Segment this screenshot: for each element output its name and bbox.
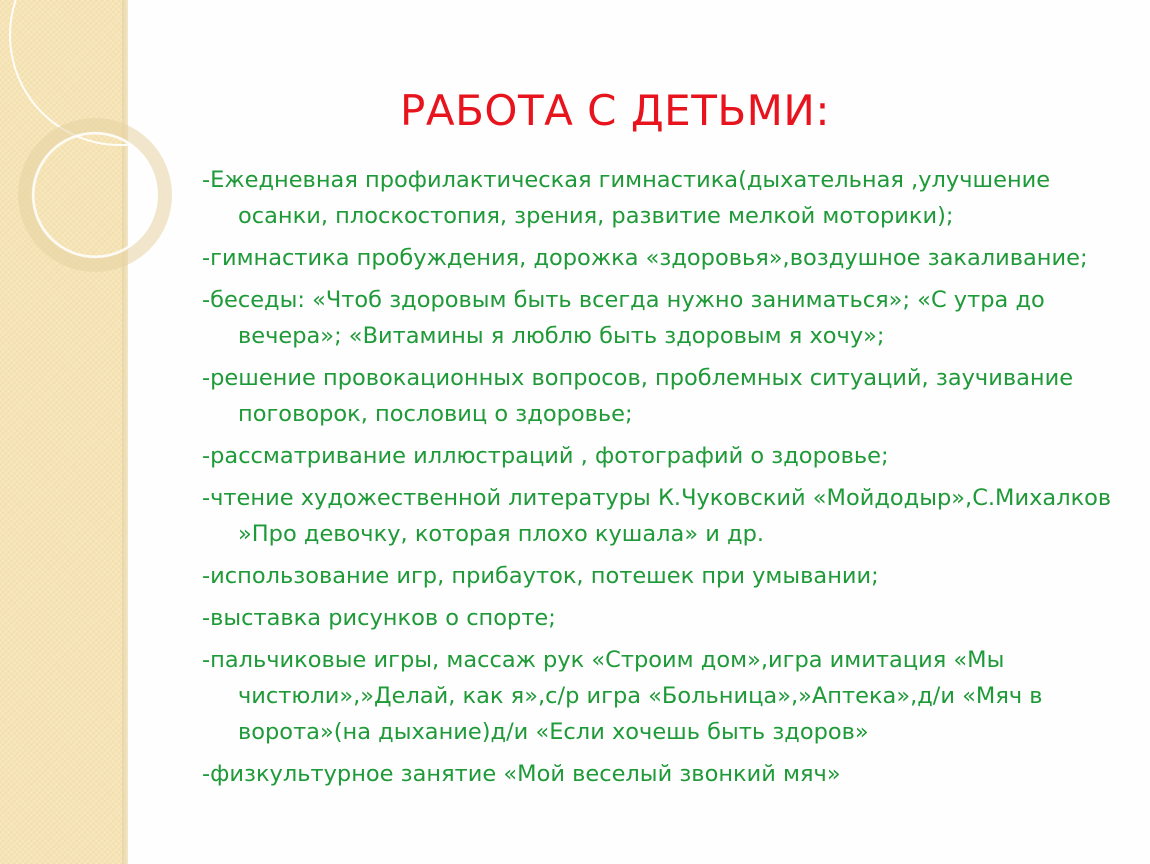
list-item: -беседы: «Чтоб здоровым быть всегда нужно заниматься»; «С утра до вечера»; «Витамины я люблю быть здоровым я хочу»; [202, 287, 1045, 349]
list-item: -использование игр, прибауток, потешек при умывании; [202, 563, 879, 589]
decorative-circles-icon [0, 0, 200, 320]
list-item: -гимнастика пробуждения, дорожка «здоровья»,воздушное закаливание; [202, 245, 1088, 271]
list-item: -чтение художественной литературы К.Чуковский «Мойдодыр»,С.Михалков »Про девочку, которая плохо кушала» и др. [202, 485, 1112, 547]
list-item: -решение провокационных вопросов, проблемных ситуаций, заучивание поговорок, пословиц о здоровье; [202, 365, 1074, 427]
content-list [202, 162, 1132, 798]
list-item: -Ежедневная профилактическая гимнастика(дыхательная ,улучшение осанки, плоскостопия, зрения, развитие мелкой моторики); [202, 167, 1051, 229]
list-item: -физкультурное занятие «Мой веселый звонкий мяч» [202, 761, 841, 787]
list-item: -рассматривание иллюстраций , фотографий о здоровье; [202, 443, 889, 469]
list-item: -выставка рисунков о спорте; [202, 605, 556, 631]
list-item: -пальчиковые игры, массаж рук «Строим дом»,игра имитация «Мы чистюли»,»Делай, как я»,с/р игра «Больница»,»Аптека»,д/и «Мяч в ворота»(на дыхание)д/и «Если хочешь быть здоров» [202, 647, 1043, 745]
slide-title: РАБОТА С ДЕТЬМИ: [400, 86, 830, 135]
